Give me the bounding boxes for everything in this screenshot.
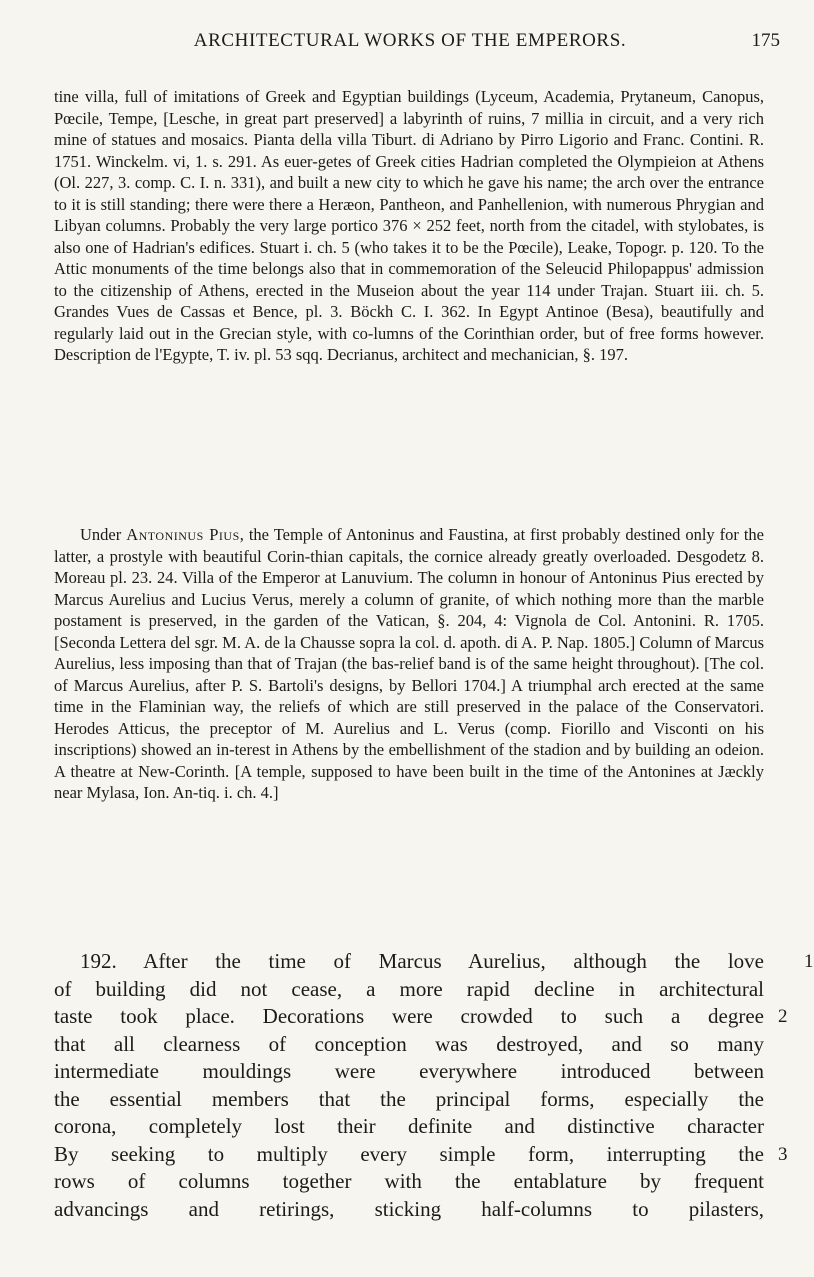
note-body: , the Temple of Antoninus and Faustina, at first probably destined only for the latter, a prostyle with beautiful Corin-thian capitals, the cornice already greatly overloaded. Desgodetz 8. Moreau pl. 23. 24. Villa of the Emperor at Lanuvium. The column in honour of Antoninus Pius erected by Marcus Aurelius and Lucius Verus, merely a column of granite, of which nothing more than the marble postament is preserved, in the garden of the Vatican, §. 204, 4: Vignola de Col. Antonini. R. 1705. [Seconda Lettera del sgr. M. A. de la Chausse sopra la col. d. apoth. di A. P. Nap. 1805.] Column of Marcus Aurelius, less imposing than that of Trajan (the bas-relief band is of the same height throughout). [The col. of Marcus Aurelius, after P. S. Bartoli's designs, by Bellori 1704.] A triumphal arch erected at the same time in the Flaminian way, the reliefs of which are still preserved in the palace of the Conservatori. Herodes Atticus, the preceptor of M. Aurelius and L. Verus (comp. Fiorillo and Visconti on his inscriptions) showed an in-terest in Athens by the embellishment of the stadion and by building an odeion. A theatre at New-Corinth. [A temple, supposed to have been built in the time of the Antonines at Jæckly near Mylasa, Ion. An-tiq. i. ch. 4.] [54,525,765,802]
page-number: 175 [751,30,780,51]
note-prefix: Under [80,525,127,544]
margin-note-number: 1 [804,951,814,972]
running-title: ARCHITECTURAL WORKS OF THE EMPERORS. [193,30,627,51]
section-line-text: 192. After the time of Marcus Aurelius, although the love [80,949,764,973]
running-head [40,28,780,54]
emperor-name: Antoninus Pius [126,525,240,544]
section-line-text: taste took place. Decorations were crowded to such a degree [54,1004,764,1028]
margin-note-number: 2 [778,1006,788,1027]
section-line [54,1031,764,1059]
section-line [54,976,764,1004]
section-line [54,1113,764,1141]
section-192 [54,948,814,1223]
section-line [54,1196,764,1224]
section-line-text: the essential members that the principal forms, especially the [54,1086,764,1111]
section-line [54,1086,764,1114]
section-line-text: rows of columns together with the entablature by frequent [54,1169,764,1193]
section-line [54,1058,764,1086]
section-line [54,1141,788,1169]
note-paragraph-villa: tine villa, full of imitations of Greek and Egyptian buildings (Lyceum, Academia, Prytaneum, Canopus, Pœcile, Tempe, [Lesche, in great part preserved] a labyrinth of ruins, 7 millia in circuit, and a very rich mine of statues and mosaics. Pianta della villa Tiburt. di Adriano by Pirro Ligorio and Franc. Contini. R. 1751. Winckelm. vi, 1. s. 291. As euer-getes of Greek cities Hadrian completed the Olympieion at Athens (Ol. 227, 3. comp. C. I. n. 331), and built a new city to which he gave his name; the arch over the entrance to it is still standing; there were there a Heræon, Pantheon, and Panhellenion, with numerous Phrygian and Libyan columns. Probably the very large portico 376 × 252 feet, north from the citadel, with stylobates, is also one of Hadrian's edifices. Stuart i. ch. 5 (who takes it to be the Pœcile), Leake, Topogr. p. 120. To the Attic monuments of the time belongs also that in commemoration of the Seleucid Philopappus' admission to the citizenship of Athens, erected in the Museion about the year 114 under Trajan. Stuart iii. ch. 5. Grandes Vues de Cassas et Bence, pl. 3. Böckh C. I. 362. In Egypt Antinoe (Besa), beautifully and regularly laid out in the Grecian style, with co-lumns of the Corinthian order, but of free forms however. Description de l'Egypte, T. iv. pl. 53 sqq. Decrianus, architect and mechanician, §. 197. [54,87,764,364]
section-line-text: of building did not cease, a more rapid decline in architectural [54,976,764,1001]
section-line [54,948,814,976]
section-line-text: intermediate mouldings were everywhere introduced between [54,1059,764,1083]
section-line-text: advancings and retirings, sticking half-columns to pilasters, [54,1196,764,1221]
section-line [54,1168,764,1196]
section-line-text: that all clearness of conception was destroyed, and so many [54,1031,764,1056]
section-line-text: corona, completely lost their definite and distinctive character [54,1114,764,1138]
note-paragraph-antoninus [54,524,764,804]
margin-note-number: 3 [778,1143,788,1165]
section-line-text: By seeking to multiply every simple form, interrupting the [54,1141,764,1166]
section-line [54,1003,788,1031]
